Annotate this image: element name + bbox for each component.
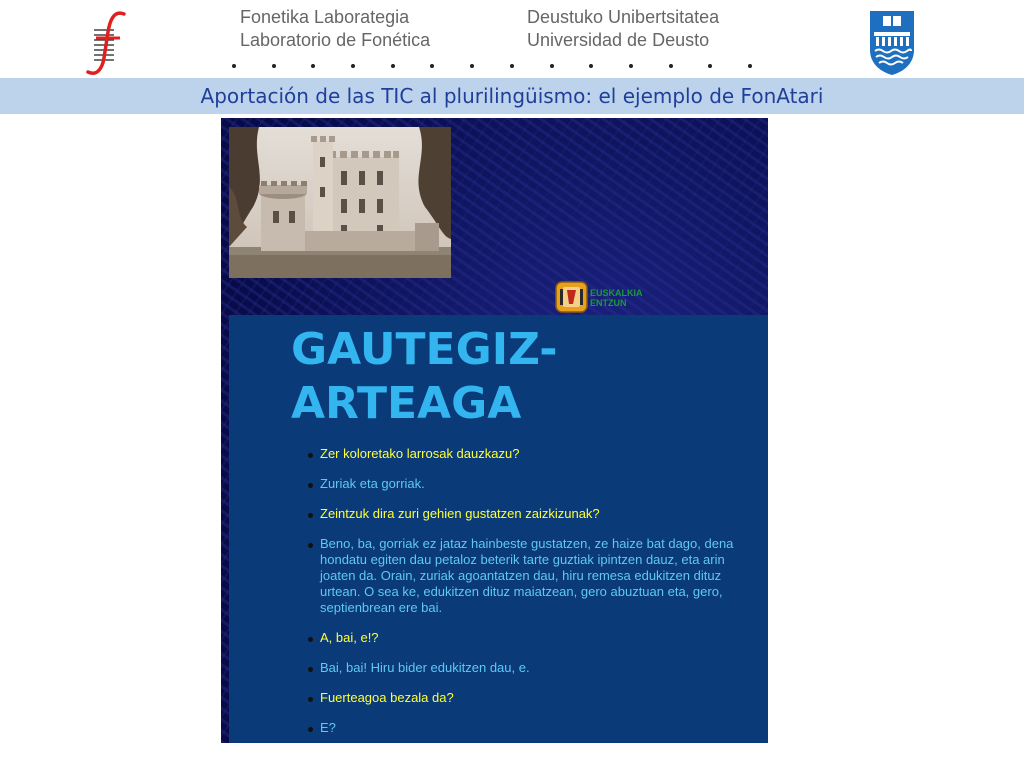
dialog-question: Fuerteagoa bezala da? xyxy=(307,690,737,706)
deusto-shield-icon xyxy=(869,10,915,76)
university-name-spanish: Universidad de Deusto xyxy=(527,30,710,50)
presentation-title: Aportación de las TIC al plurilingüismo: el ejemplo de FonAtari xyxy=(200,84,824,108)
euskalkia-entzun-link[interactable] xyxy=(590,288,643,308)
town-heading xyxy=(291,323,651,431)
fonetika-f-logo-icon xyxy=(84,8,130,78)
dialog-answer: Zuriak eta gorriak. xyxy=(307,476,737,492)
university-name xyxy=(527,6,719,52)
embedded-webpage xyxy=(221,118,768,743)
lab-name-basque: Fonetika Laborategia xyxy=(240,7,410,27)
dialog-list xyxy=(307,446,737,743)
university-name-basque: Deustuko Unibertsitatea xyxy=(527,7,720,27)
title-bar xyxy=(0,78,1024,114)
dotted-divider xyxy=(232,62,752,70)
badge-label-line2: ENTZUN xyxy=(590,298,627,308)
castle-photo xyxy=(229,127,451,278)
town-heading-line1: GAUTEGIZ- xyxy=(291,324,558,375)
badge-label-line1: EUSKALKIA xyxy=(590,288,643,298)
euskalkia-entzun-icon[interactable] xyxy=(555,281,588,313)
dialog-question: Zeintzuk dira zuri gehien gustatzen zaizkizunak? xyxy=(307,506,737,522)
dialog-question: A, bai, e!? xyxy=(307,630,737,646)
dialog-question: Zer koloretako larrosak dauzkazu? xyxy=(307,446,737,462)
dialog-answer: E? xyxy=(307,720,737,736)
lab-name xyxy=(240,6,430,52)
dialog-answer: Beno, ba, gorriak ez jataz hainbeste gustatzen, ze haize bat dago, dena hondatu egiten dau petaloz beterik tarte guztiak ipintzen dauz, eta arin joaten da. Orain, zuriak agoantatzen dau, hiru remesa edukitzen dituz urtean. O sea ke, edukitzen dituz maiatzean, gero abuztuan eta, gero, septienbrean ere bai. xyxy=(307,536,737,616)
town-heading-line2: ARTEAGA xyxy=(291,378,522,429)
lab-name-spanish: Laboratorio de Fonética xyxy=(240,30,431,50)
content-panel xyxy=(229,315,768,743)
dialog-answer: Bai, bai! Hiru bider edukitzen dau, e. xyxy=(307,660,737,676)
